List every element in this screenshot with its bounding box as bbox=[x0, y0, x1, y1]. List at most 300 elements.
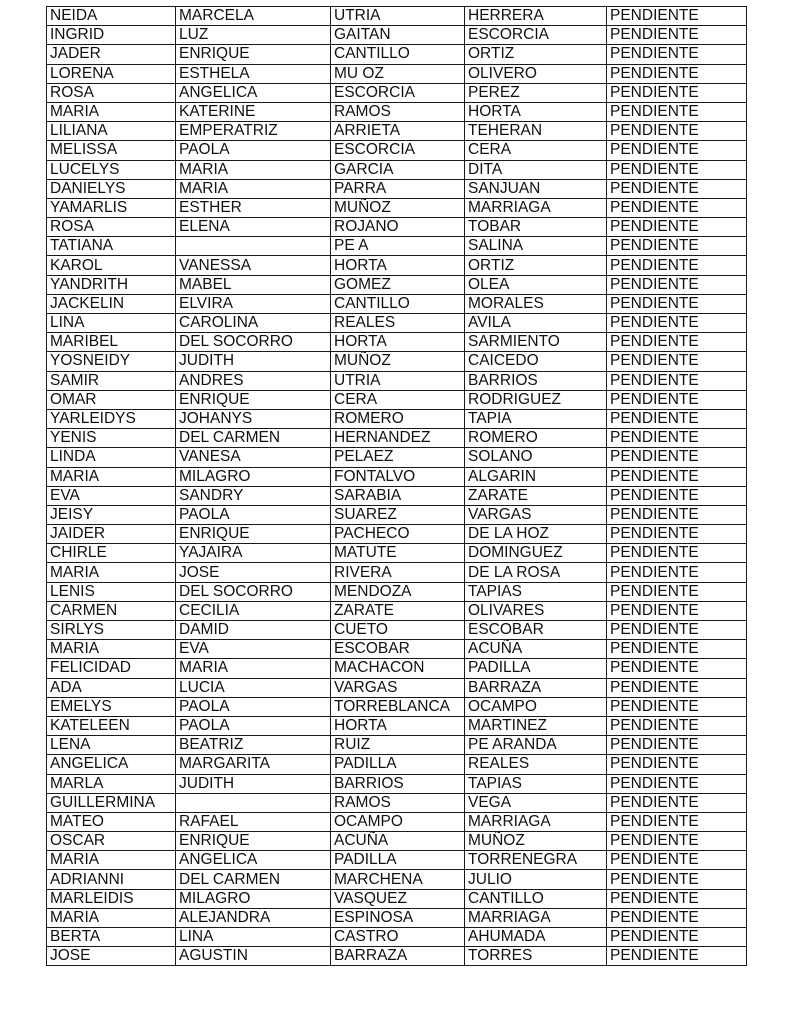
first-surname-cell: BARRIOS bbox=[331, 774, 465, 793]
first-name-cell: INGRID bbox=[47, 26, 176, 45]
status-cell: PENDIENTE bbox=[607, 409, 747, 428]
status-cell: PENDIENTE bbox=[607, 697, 747, 716]
first-surname-cell: MUÑOZ bbox=[331, 198, 465, 217]
first-surname-cell: HORTA bbox=[331, 716, 465, 735]
middle-name-cell: PAOLA bbox=[176, 716, 331, 735]
first-name-cell: LUCELYS bbox=[47, 160, 176, 179]
status-cell: PENDIENTE bbox=[607, 102, 747, 121]
table-row bbox=[47, 256, 747, 275]
second-surname-cell: OLEA bbox=[465, 275, 607, 294]
status-cell: PENDIENTE bbox=[607, 256, 747, 275]
first-name-cell: BERTA bbox=[47, 928, 176, 947]
first-name-cell: OMAR bbox=[47, 390, 176, 409]
second-surname-cell: PE ARANDA bbox=[465, 736, 607, 755]
first-name-cell: GUILLERMINA bbox=[47, 793, 176, 812]
status-cell: PENDIENTE bbox=[607, 429, 747, 448]
first-name-cell: ADA bbox=[47, 678, 176, 697]
first-name-cell: YOSNEIDY bbox=[47, 352, 176, 371]
middle-name-cell: DEL CARMEN bbox=[176, 429, 331, 448]
first-surname-cell: UTRIA bbox=[331, 371, 465, 390]
status-cell: PENDIENTE bbox=[607, 45, 747, 64]
second-surname-cell: PEREZ bbox=[465, 83, 607, 102]
middle-name-cell: JOHANYS bbox=[176, 409, 331, 428]
first-surname-cell: HERNANDEZ bbox=[331, 429, 465, 448]
middle-name-cell bbox=[176, 237, 331, 256]
first-surname-cell: GAITAN bbox=[331, 26, 465, 45]
middle-name-cell: MARGARITA bbox=[176, 755, 331, 774]
second-surname-cell: SANJUAN bbox=[465, 179, 607, 198]
middle-name-cell: CECILIA bbox=[176, 601, 331, 620]
first-name-cell: MARIA bbox=[47, 102, 176, 121]
first-surname-cell: RAMOS bbox=[331, 793, 465, 812]
table-row bbox=[47, 640, 747, 659]
first-name-cell: DANIELYS bbox=[47, 179, 176, 198]
status-cell: PENDIENTE bbox=[607, 678, 747, 697]
status-cell: PENDIENTE bbox=[607, 601, 747, 620]
table-row bbox=[47, 908, 747, 927]
middle-name-cell: ESTHER bbox=[176, 198, 331, 217]
first-name-cell: KAROL bbox=[47, 256, 176, 275]
first-name-cell: JAIDER bbox=[47, 525, 176, 544]
second-surname-cell: MORALES bbox=[465, 294, 607, 313]
first-name-cell: JEISY bbox=[47, 505, 176, 524]
second-surname-cell: MARRIAGA bbox=[465, 198, 607, 217]
first-surname-cell: HORTA bbox=[331, 333, 465, 352]
middle-name-cell: MARIA bbox=[176, 659, 331, 678]
table-row bbox=[47, 237, 747, 256]
middle-name-cell: MARIA bbox=[176, 160, 331, 179]
middle-name-cell: MARIA bbox=[176, 179, 331, 198]
first-surname-cell: ROMERO bbox=[331, 409, 465, 428]
table-row bbox=[47, 601, 747, 620]
middle-name-cell: ANDRES bbox=[176, 371, 331, 390]
second-surname-cell: OCAMPO bbox=[465, 697, 607, 716]
first-name-cell: MARIA bbox=[47, 640, 176, 659]
status-cell: PENDIENTE bbox=[607, 160, 747, 179]
table-row bbox=[47, 716, 747, 735]
status-cell: PENDIENTE bbox=[607, 947, 747, 966]
middle-name-cell: ALEJANDRA bbox=[176, 908, 331, 927]
table-row bbox=[47, 697, 747, 716]
second-surname-cell: BARRIOS bbox=[465, 371, 607, 390]
second-surname-cell: ZARATE bbox=[465, 486, 607, 505]
middle-name-cell: PAOLA bbox=[176, 141, 331, 160]
first-name-cell: MARIA bbox=[47, 467, 176, 486]
middle-name-cell: ENRIQUE bbox=[176, 45, 331, 64]
status-cell: PENDIENTE bbox=[607, 122, 747, 141]
first-surname-cell: PE A bbox=[331, 237, 465, 256]
first-name-cell: LENA bbox=[47, 736, 176, 755]
table-row bbox=[47, 793, 747, 812]
status-cell: PENDIENTE bbox=[607, 659, 747, 678]
status-cell: PENDIENTE bbox=[607, 64, 747, 83]
table-row bbox=[47, 390, 747, 409]
second-surname-cell: AVILA bbox=[465, 314, 607, 333]
table-row bbox=[47, 467, 747, 486]
first-surname-cell: PADILLA bbox=[331, 755, 465, 774]
first-surname-cell: RIVERA bbox=[331, 563, 465, 582]
first-name-cell: CARMEN bbox=[47, 601, 176, 620]
status-cell: PENDIENTE bbox=[607, 870, 747, 889]
status-cell: PENDIENTE bbox=[607, 889, 747, 908]
status-cell: PENDIENTE bbox=[607, 237, 747, 256]
second-surname-cell: ACUÑA bbox=[465, 640, 607, 659]
first-name-cell: MELISSA bbox=[47, 141, 176, 160]
table-row bbox=[47, 621, 747, 640]
status-cell: PENDIENTE bbox=[607, 755, 747, 774]
table-row bbox=[47, 275, 747, 294]
table-row bbox=[47, 505, 747, 524]
first-surname-cell: MUÑOZ bbox=[331, 352, 465, 371]
middle-name-cell: LUCIA bbox=[176, 678, 331, 697]
first-surname-cell: ARRIETA bbox=[331, 122, 465, 141]
second-surname-cell: PADILLA bbox=[465, 659, 607, 678]
first-name-cell: SIRLYS bbox=[47, 621, 176, 640]
first-surname-cell: MATUTE bbox=[331, 544, 465, 563]
first-surname-cell: GOMEZ bbox=[331, 275, 465, 294]
first-surname-cell: REALES bbox=[331, 314, 465, 333]
first-surname-cell: CASTRO bbox=[331, 928, 465, 947]
first-surname-cell: UTRIA bbox=[331, 7, 465, 26]
second-surname-cell: OLIVARES bbox=[465, 601, 607, 620]
second-surname-cell: AHUMADA bbox=[465, 928, 607, 947]
second-surname-cell: SOLANO bbox=[465, 448, 607, 467]
middle-name-cell: MILAGRO bbox=[176, 889, 331, 908]
first-surname-cell: RUIZ bbox=[331, 736, 465, 755]
first-surname-cell: SARABIA bbox=[331, 486, 465, 505]
status-cell: PENDIENTE bbox=[607, 467, 747, 486]
first-name-cell: ROSA bbox=[47, 218, 176, 237]
table-row bbox=[47, 525, 747, 544]
first-surname-cell: VASQUEZ bbox=[331, 889, 465, 908]
status-cell: PENDIENTE bbox=[607, 621, 747, 640]
table-row bbox=[47, 314, 747, 333]
second-surname-cell: MARRIAGA bbox=[465, 908, 607, 927]
first-name-cell: CHIRLE bbox=[47, 544, 176, 563]
second-surname-cell: TAPIAS bbox=[465, 582, 607, 601]
second-surname-cell: VARGAS bbox=[465, 505, 607, 524]
first-name-cell: FELICIDAD bbox=[47, 659, 176, 678]
first-name-cell: JOSE bbox=[47, 947, 176, 966]
second-surname-cell: ORTIZ bbox=[465, 45, 607, 64]
first-surname-cell: SUAREZ bbox=[331, 505, 465, 524]
table-row bbox=[47, 294, 747, 313]
status-cell: PENDIENTE bbox=[607, 525, 747, 544]
second-surname-cell: ESCOBAR bbox=[465, 621, 607, 640]
first-name-cell: YAMARLIS bbox=[47, 198, 176, 217]
status-cell: PENDIENTE bbox=[607, 7, 747, 26]
middle-name-cell: DEL CARMEN bbox=[176, 870, 331, 889]
first-name-cell: ADRIANNI bbox=[47, 870, 176, 889]
second-surname-cell: DITA bbox=[465, 160, 607, 179]
status-cell: PENDIENTE bbox=[607, 141, 747, 160]
status-cell: PENDIENTE bbox=[607, 908, 747, 927]
status-cell: PENDIENTE bbox=[607, 333, 747, 352]
first-surname-cell: ESCORCIA bbox=[331, 141, 465, 160]
middle-name-cell: BEATRIZ bbox=[176, 736, 331, 755]
middle-name-cell: PAOLA bbox=[176, 697, 331, 716]
middle-name-cell: JUDITH bbox=[176, 352, 331, 371]
second-surname-cell: CANTILLO bbox=[465, 889, 607, 908]
first-name-cell: MARLEIDIS bbox=[47, 889, 176, 908]
second-surname-cell: MARRIAGA bbox=[465, 812, 607, 831]
status-cell: PENDIENTE bbox=[607, 179, 747, 198]
status-cell: PENDIENTE bbox=[607, 851, 747, 870]
first-name-cell: EVA bbox=[47, 486, 176, 505]
status-cell: PENDIENTE bbox=[607, 294, 747, 313]
middle-name-cell: PAOLA bbox=[176, 505, 331, 524]
status-cell: PENDIENTE bbox=[607, 218, 747, 237]
middle-name-cell: MILAGRO bbox=[176, 467, 331, 486]
table-row bbox=[47, 429, 747, 448]
second-surname-cell: TOBAR bbox=[465, 218, 607, 237]
names-table-body bbox=[47, 7, 747, 966]
table-row bbox=[47, 352, 747, 371]
first-name-cell: LENIS bbox=[47, 582, 176, 601]
first-name-cell: MARLA bbox=[47, 774, 176, 793]
middle-name-cell: ANGELICA bbox=[176, 83, 331, 102]
table-row bbox=[47, 947, 747, 966]
second-surname-cell: TAPIAS bbox=[465, 774, 607, 793]
second-surname-cell: TORRENEGRA bbox=[465, 851, 607, 870]
first-name-cell: YANDRITH bbox=[47, 275, 176, 294]
first-surname-cell: OCAMPO bbox=[331, 812, 465, 831]
middle-name-cell: KATERINE bbox=[176, 102, 331, 121]
table-row bbox=[47, 889, 747, 908]
status-cell: PENDIENTE bbox=[607, 275, 747, 294]
first-name-cell: ROSA bbox=[47, 83, 176, 102]
status-cell: PENDIENTE bbox=[607, 486, 747, 505]
middle-name-cell: DEL SOCORRO bbox=[176, 582, 331, 601]
table-row bbox=[47, 179, 747, 198]
first-surname-cell: ESCOBAR bbox=[331, 640, 465, 659]
second-surname-cell: ESCORCIA bbox=[465, 26, 607, 45]
first-surname-cell: MARCHENA bbox=[331, 870, 465, 889]
middle-name-cell: ENRIQUE bbox=[176, 390, 331, 409]
middle-name-cell: YAJAIRA bbox=[176, 544, 331, 563]
status-cell: PENDIENTE bbox=[607, 371, 747, 390]
first-surname-cell: ESPINOSA bbox=[331, 908, 465, 927]
status-cell: PENDIENTE bbox=[607, 736, 747, 755]
status-cell: PENDIENTE bbox=[607, 716, 747, 735]
first-name-cell: MARIBEL bbox=[47, 333, 176, 352]
first-surname-cell: VARGAS bbox=[331, 678, 465, 697]
status-cell: PENDIENTE bbox=[607, 26, 747, 45]
status-cell: PENDIENTE bbox=[607, 582, 747, 601]
table-row bbox=[47, 64, 747, 83]
table-row bbox=[47, 141, 747, 160]
status-cell: PENDIENTE bbox=[607, 314, 747, 333]
table-row bbox=[47, 736, 747, 755]
middle-name-cell: LINA bbox=[176, 928, 331, 947]
first-name-cell: LINA bbox=[47, 314, 176, 333]
second-surname-cell: ORTIZ bbox=[465, 256, 607, 275]
second-surname-cell: SARMIENTO bbox=[465, 333, 607, 352]
status-cell: PENDIENTE bbox=[607, 83, 747, 102]
first-surname-cell: TORREBLANCA bbox=[331, 697, 465, 716]
second-surname-cell: HORTA bbox=[465, 102, 607, 121]
table-row bbox=[47, 83, 747, 102]
second-surname-cell: MARTINEZ bbox=[465, 716, 607, 735]
first-surname-cell: FONTALVO bbox=[331, 467, 465, 486]
first-surname-cell: MACHACON bbox=[331, 659, 465, 678]
status-cell: PENDIENTE bbox=[607, 505, 747, 524]
table-row bbox=[47, 7, 747, 26]
first-name-cell: YARLEIDYS bbox=[47, 409, 176, 428]
table-row bbox=[47, 26, 747, 45]
second-surname-cell: TAPIA bbox=[465, 409, 607, 428]
table-row bbox=[47, 812, 747, 831]
second-surname-cell: ROMERO bbox=[465, 429, 607, 448]
second-surname-cell: REALES bbox=[465, 755, 607, 774]
middle-name-cell: ENRIQUE bbox=[176, 832, 331, 851]
table-row bbox=[47, 486, 747, 505]
first-surname-cell: PADILLA bbox=[331, 851, 465, 870]
second-surname-cell: JULIO bbox=[465, 870, 607, 889]
table-row bbox=[47, 582, 747, 601]
first-name-cell: TATIANA bbox=[47, 237, 176, 256]
first-name-cell: NEIDA bbox=[47, 7, 176, 26]
middle-name-cell: EMPERATRIZ bbox=[176, 122, 331, 141]
second-surname-cell: CERA bbox=[465, 141, 607, 160]
first-name-cell: LINDA bbox=[47, 448, 176, 467]
first-surname-cell: ESCORCIA bbox=[331, 83, 465, 102]
second-surname-cell: VEGA bbox=[465, 793, 607, 812]
second-surname-cell: TORRES bbox=[465, 947, 607, 966]
table-row bbox=[47, 755, 747, 774]
middle-name-cell: ELENA bbox=[176, 218, 331, 237]
first-surname-cell: CANTILLO bbox=[331, 45, 465, 64]
table-row bbox=[47, 409, 747, 428]
first-name-cell: OSCAR bbox=[47, 832, 176, 851]
middle-name-cell: RAFAEL bbox=[176, 812, 331, 831]
first-surname-cell: MENDOZA bbox=[331, 582, 465, 601]
table-row bbox=[47, 122, 747, 141]
table-row bbox=[47, 218, 747, 237]
first-surname-cell: BARRAZA bbox=[331, 947, 465, 966]
middle-name-cell: DAMID bbox=[176, 621, 331, 640]
table-row bbox=[47, 45, 747, 64]
second-surname-cell: MUÑOZ bbox=[465, 832, 607, 851]
second-surname-cell: RODRIGUEZ bbox=[465, 390, 607, 409]
status-cell: PENDIENTE bbox=[607, 390, 747, 409]
table-row bbox=[47, 102, 747, 121]
middle-name-cell: AGUSTIN bbox=[176, 947, 331, 966]
first-surname-cell: GARCIA bbox=[331, 160, 465, 179]
second-surname-cell: BARRAZA bbox=[465, 678, 607, 697]
first-name-cell: MARIA bbox=[47, 851, 176, 870]
middle-name-cell: EVA bbox=[176, 640, 331, 659]
status-cell: PENDIENTE bbox=[607, 544, 747, 563]
status-cell: PENDIENTE bbox=[607, 774, 747, 793]
first-surname-cell: CUETO bbox=[331, 621, 465, 640]
table-row bbox=[47, 160, 747, 179]
first-surname-cell: ROJANO bbox=[331, 218, 465, 237]
table-row bbox=[47, 659, 747, 678]
middle-name-cell: SANDRY bbox=[176, 486, 331, 505]
table-row bbox=[47, 870, 747, 889]
first-name-cell: ANGELICA bbox=[47, 755, 176, 774]
first-name-cell: LORENA bbox=[47, 64, 176, 83]
middle-name-cell: JUDITH bbox=[176, 774, 331, 793]
first-name-cell: MARIA bbox=[47, 563, 176, 582]
middle-name-cell: ESTHELA bbox=[176, 64, 331, 83]
status-cell: PENDIENTE bbox=[607, 448, 747, 467]
first-name-cell: SAMIR bbox=[47, 371, 176, 390]
first-surname-cell: MU OZ bbox=[331, 64, 465, 83]
first-name-cell: MARIA bbox=[47, 908, 176, 927]
table-row bbox=[47, 774, 747, 793]
table-row bbox=[47, 544, 747, 563]
second-surname-cell: TEHERAN bbox=[465, 122, 607, 141]
status-cell: PENDIENTE bbox=[607, 812, 747, 831]
first-surname-cell: CERA bbox=[331, 390, 465, 409]
first-surname-cell: PARRA bbox=[331, 179, 465, 198]
first-surname-cell: RAMOS bbox=[331, 102, 465, 121]
table-row bbox=[47, 851, 747, 870]
table-row bbox=[47, 448, 747, 467]
first-surname-cell: PACHECO bbox=[331, 525, 465, 544]
middle-name-cell: ENRIQUE bbox=[176, 525, 331, 544]
middle-name-cell: ELVIRA bbox=[176, 294, 331, 313]
middle-name-cell: LUZ bbox=[176, 26, 331, 45]
first-name-cell: LILIANA bbox=[47, 122, 176, 141]
middle-name-cell: JOSE bbox=[176, 563, 331, 582]
middle-name-cell: DEL SOCORRO bbox=[176, 333, 331, 352]
first-surname-cell: PELAEZ bbox=[331, 448, 465, 467]
second-surname-cell: SALINA bbox=[465, 237, 607, 256]
table-row bbox=[47, 563, 747, 582]
status-cell: PENDIENTE bbox=[607, 793, 747, 812]
middle-name-cell: VANESSA bbox=[176, 256, 331, 275]
second-surname-cell: OLIVERO bbox=[465, 64, 607, 83]
table-row bbox=[47, 371, 747, 390]
table-row bbox=[47, 198, 747, 217]
second-surname-cell: HERRERA bbox=[465, 7, 607, 26]
second-surname-cell: CAICEDO bbox=[465, 352, 607, 371]
middle-name-cell: ANGELICA bbox=[176, 851, 331, 870]
second-surname-cell: ALGARIN bbox=[465, 467, 607, 486]
first-name-cell: JADER bbox=[47, 45, 176, 64]
first-name-cell: MATEO bbox=[47, 812, 176, 831]
middle-name-cell: CAROLINA bbox=[176, 314, 331, 333]
table-row bbox=[47, 333, 747, 352]
status-cell: PENDIENTE bbox=[607, 928, 747, 947]
table-row bbox=[47, 928, 747, 947]
middle-name-cell: MABEL bbox=[176, 275, 331, 294]
table-row bbox=[47, 678, 747, 697]
middle-name-cell: MARCELA bbox=[176, 7, 331, 26]
first-surname-cell: ZARATE bbox=[331, 601, 465, 620]
status-cell: PENDIENTE bbox=[607, 832, 747, 851]
table-row bbox=[47, 832, 747, 851]
first-name-cell: JACKELIN bbox=[47, 294, 176, 313]
status-cell: PENDIENTE bbox=[607, 640, 747, 659]
status-cell: PENDIENTE bbox=[607, 563, 747, 582]
first-name-cell: YENIS bbox=[47, 429, 176, 448]
status-cell: PENDIENTE bbox=[607, 352, 747, 371]
middle-name-cell bbox=[176, 793, 331, 812]
status-cell: PENDIENTE bbox=[607, 198, 747, 217]
middle-name-cell: VANESA bbox=[176, 448, 331, 467]
names-table bbox=[46, 6, 747, 966]
first-name-cell: EMELYS bbox=[47, 697, 176, 716]
first-surname-cell: HORTA bbox=[331, 256, 465, 275]
second-surname-cell: DOMINGUEZ bbox=[465, 544, 607, 563]
first-name-cell: KATELEEN bbox=[47, 716, 176, 735]
first-surname-cell: ACUÑA bbox=[331, 832, 465, 851]
first-surname-cell: CANTILLO bbox=[331, 294, 465, 313]
